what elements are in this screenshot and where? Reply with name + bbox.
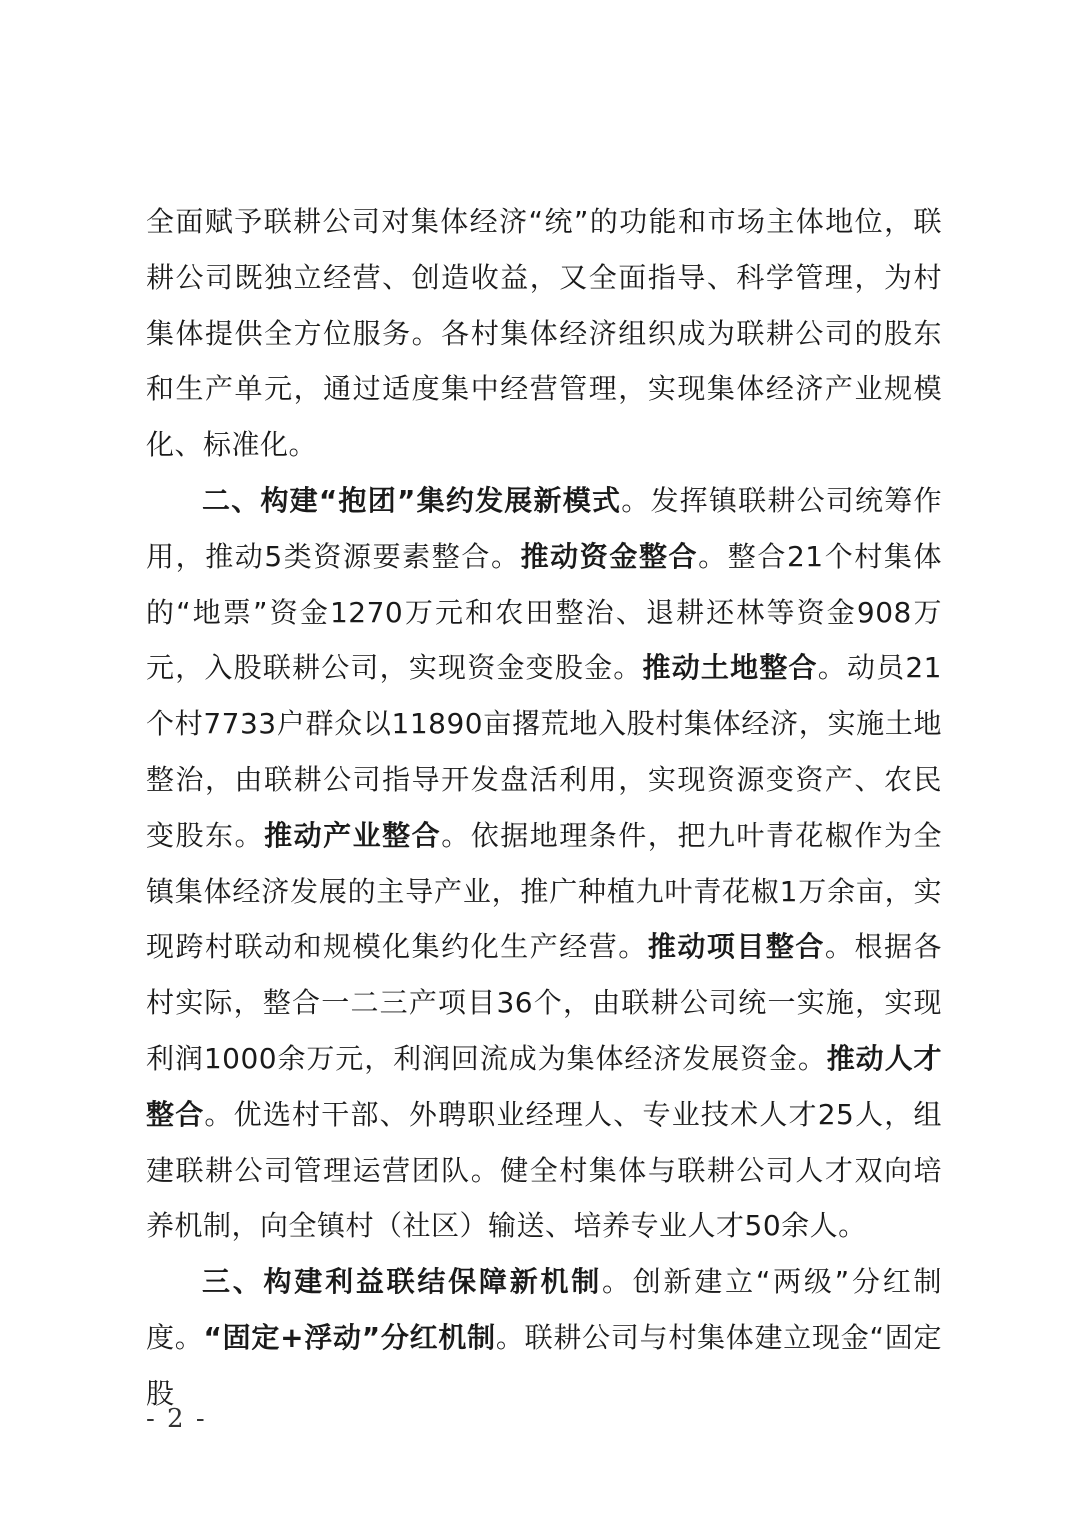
paragraph-text: 。动员21个村7733户群众以11890亩撂荒地入股村集体经济，实施土地整治，由联耕公司指导开发盘活利用，实现资源变资产、农民变股东。 bbox=[146, 651, 942, 852]
paragraph-text: 。优选村干部、外聘职业经理人、专业技术人才25人，组建联耕公司管理运营团队。健全村集体与联耕公司人才双向培养机制，向全镇村（社区）输送、培养专业人才50余人。 bbox=[146, 1097, 942, 1243]
paragraph-section-three bbox=[146, 1254, 942, 1421]
subheading-land-integration: 推动土地整合 bbox=[642, 651, 818, 685]
paragraph-text: 。创新建立“两级”分红制度。 bbox=[146, 1265, 942, 1354]
subheading-project-integration: 推动项目整合 bbox=[647, 930, 825, 964]
subheading-fund-integration: 推动资金整合 bbox=[520, 539, 699, 573]
page-number: - 2 - bbox=[146, 1404, 207, 1434]
paragraph-text: 。整合21个村集体的“地票”资金1270万元和农田整治、退耕还林等资金908万元，入股联耕公司，实现资金变股金。 bbox=[146, 539, 942, 685]
paragraph-text: 。依据地理条件，把九叶青花椒作为全镇集体经济发展的主导产业，推广种植九叶青花椒1万余亩，实现跨村联动和规模化集约化生产经营。 bbox=[146, 818, 942, 964]
subheading-industry-integration: 推动产业整合 bbox=[264, 818, 442, 852]
section-heading: 三、构建利益联结保障新机制 bbox=[202, 1265, 603, 1299]
paragraph-text: 。根据各村实际，整合一二三产项目36个，由联耕公司统一实施，实现利润1000余万元，利润回流成为集体经济发展资金。 bbox=[146, 930, 942, 1075]
paragraph-text: 。发挥镇联耕公司统筹作用，推动5类资源要素整合。 bbox=[146, 483, 942, 573]
subheading-dividend-mechanism: “固定+浮动”分红机制 bbox=[203, 1320, 496, 1354]
section-heading: 二、构建“抱团”集约发展新模式 bbox=[202, 483, 622, 517]
paragraph-text: 。联耕公司与村集体建立现金“固定股 bbox=[146, 1320, 942, 1410]
paragraph-section-two bbox=[146, 473, 942, 1254]
paragraph-text: 全面赋予联耕公司对集体经济“统”的功能和市场主体地位，联耕公司既独立经营、创造收益，又全面指导、科学管理，为村集体提供全方位服务。各村集体经济组织成为联耕公司的股东和生产单元，通过适度集中经营管理，实现集体经济产业规模化、标准化。 bbox=[146, 205, 942, 462]
document-body bbox=[146, 194, 942, 1422]
paragraph-continuation bbox=[146, 194, 942, 473]
subheading-talent-integration: 推动人才整合 bbox=[146, 1041, 942, 1131]
